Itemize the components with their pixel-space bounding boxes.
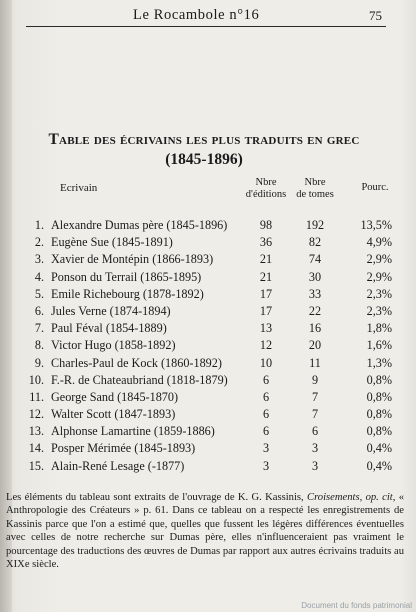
running-title: Le Rocambole n°16 xyxy=(133,7,260,23)
editions-count: 98 xyxy=(259,218,273,232)
writer-name: Eugène Sue (1845-1891) xyxy=(51,235,173,250)
table-row xyxy=(0,269,416,286)
writer-name: Ponson du Terrail (1865-1895) xyxy=(51,269,202,284)
tomes-count: 33 xyxy=(308,286,322,301)
column-header-percent: Pourc. xyxy=(361,182,389,193)
percentage: 1,6% xyxy=(366,338,392,353)
editions-count: 21 xyxy=(259,269,273,284)
table-row xyxy=(0,440,416,457)
row-index: 1. xyxy=(34,218,44,232)
tomes-count: 3 xyxy=(311,441,319,456)
editions-count: 6 xyxy=(262,372,270,387)
column-header-editions: Nbre d'éditions xyxy=(245,177,287,200)
tomes-count: 16 xyxy=(308,321,322,336)
tomes-count: 3 xyxy=(311,458,319,473)
writer-name: Alexandre Dumas père (1845-1896) xyxy=(51,218,228,232)
table-row xyxy=(0,355,416,372)
writer-name: Charles-Paul de Kock (1860-1892) xyxy=(51,355,222,370)
tomes-count: 6 xyxy=(311,424,319,439)
percentage: 4,9% xyxy=(366,235,392,250)
percentage: 1,3% xyxy=(366,355,392,370)
row-index: 13. xyxy=(28,424,44,439)
percentage: 2,9% xyxy=(366,269,392,284)
row-index: 3. xyxy=(34,252,44,267)
editions-count: 17 xyxy=(259,303,273,318)
table-row xyxy=(0,406,416,423)
writer-name: Victor Hugo (1858-1892) xyxy=(51,338,176,353)
writer-name: Alphonse Lamartine (1859-1886) xyxy=(51,424,215,439)
table-row xyxy=(0,458,416,475)
writer-name: Posper Mérimée (1845-1893) xyxy=(51,441,196,456)
editions-count: 6 xyxy=(262,407,270,422)
row-index: 4. xyxy=(34,269,44,284)
table-row xyxy=(0,303,416,320)
footnote: Les éléments du tableau sont extraits de l'ouvrage de K. G. Kassinis, Croisements, op. cit, « Anthropologie des Créateurs » p. 61. Dans ce tableau on a respecté les enregistrements de Kassinis parce que l'on a estimé que, quelles que fussent les légères différences éventuelles avec celles de notre recherche sur Dumas père, elles n'influenceraient pas vraiment le pourcentage des traductions des œuvres de Dumas par rapport aux autres écrivains traduits au XIXe siècle. xyxy=(6,492,405,571)
percentage: 2,3% xyxy=(366,303,392,318)
footnote-book-title: Croisements, op. cit xyxy=(307,492,393,503)
editions-count: 3 xyxy=(262,458,270,473)
row-index: 2. xyxy=(34,235,44,250)
writer-name: Walter Scott (1847-1893) xyxy=(51,407,176,422)
table-row xyxy=(0,286,416,303)
editions-count: 13 xyxy=(259,321,273,336)
page-header xyxy=(26,4,386,27)
table-row xyxy=(0,389,416,406)
percentage: 1,8% xyxy=(366,321,392,336)
percentage: 0,8% xyxy=(366,407,392,422)
tomes-count: 7 xyxy=(311,407,319,422)
page-number: 75 xyxy=(369,8,382,23)
table-row xyxy=(0,217,416,234)
tomes-count: 22 xyxy=(308,303,322,318)
table-title: Table des écrivains les plus traduits en grec xyxy=(48,131,360,148)
table-row xyxy=(0,251,416,268)
table-row xyxy=(0,337,416,354)
table-row xyxy=(0,423,416,440)
table-row xyxy=(0,372,416,389)
tomes-count: 30 xyxy=(308,269,322,284)
editions-count: 36 xyxy=(259,235,273,250)
row-index: 11. xyxy=(29,389,44,404)
editions-count: 6 xyxy=(262,424,270,439)
row-index: 5. xyxy=(34,286,44,301)
row-index: 12. xyxy=(28,407,44,422)
editions-count: 17 xyxy=(259,286,273,301)
percentage: 2,3% xyxy=(366,286,392,301)
writer-name: Emile Richebourg (1878-1892) xyxy=(51,286,204,301)
percentage: 0,8% xyxy=(366,372,392,387)
percentage: 0,4% xyxy=(366,441,392,456)
table-row xyxy=(0,320,416,337)
percentage: 0,8% xyxy=(366,389,392,404)
editions-count: 21 xyxy=(259,252,273,267)
column-header-writer: Ecrivain xyxy=(60,182,98,194)
row-index: 6. xyxy=(34,303,44,318)
editions-count: 12 xyxy=(259,338,273,353)
editions-count: 3 xyxy=(262,441,270,456)
writer-name: Xavier de Montépin (1866-1893) xyxy=(51,252,214,267)
row-index: 14. xyxy=(28,441,44,456)
writers-table-body xyxy=(0,217,416,475)
tomes-count: 9 xyxy=(311,372,319,387)
writer-name: F.-R. de Chateaubriand (1818-1879) xyxy=(51,372,228,387)
editions-count: 10 xyxy=(259,355,273,370)
writer-name: Paul Féval (1854-1889) xyxy=(51,321,167,336)
tomes-count: 192 xyxy=(305,218,325,232)
row-index: 9. xyxy=(34,355,44,370)
table-title-dates: (1845-1896) xyxy=(165,151,243,168)
table-row xyxy=(0,234,416,251)
row-index: 7. xyxy=(34,321,44,336)
tomes-count: 20 xyxy=(308,338,322,353)
row-index: 8. xyxy=(34,338,44,353)
tomes-count: 7 xyxy=(311,389,319,404)
percentage: 0,8% xyxy=(366,424,392,439)
row-index: 15. xyxy=(28,458,44,473)
percentage: 13,5% xyxy=(360,218,392,232)
tomes-count: 82 xyxy=(308,235,322,250)
editions-count: 6 xyxy=(262,389,270,404)
tomes-count: 74 xyxy=(308,252,322,267)
tomes-count: 11 xyxy=(309,355,321,370)
percentage: 2,9% xyxy=(366,252,392,267)
column-header-tomes: Nbre de tomes xyxy=(296,177,334,200)
writer-name: George Sand (1845-1870) xyxy=(51,389,179,404)
writer-name: Jules Verne (1874-1894) xyxy=(51,303,171,318)
row-index: 10. xyxy=(28,372,44,387)
writer-name: Alain-René Lesage (-1877) xyxy=(51,458,185,473)
percentage: 0,4% xyxy=(366,458,392,473)
watermark: Document du fonds patrimonial xyxy=(301,601,412,610)
